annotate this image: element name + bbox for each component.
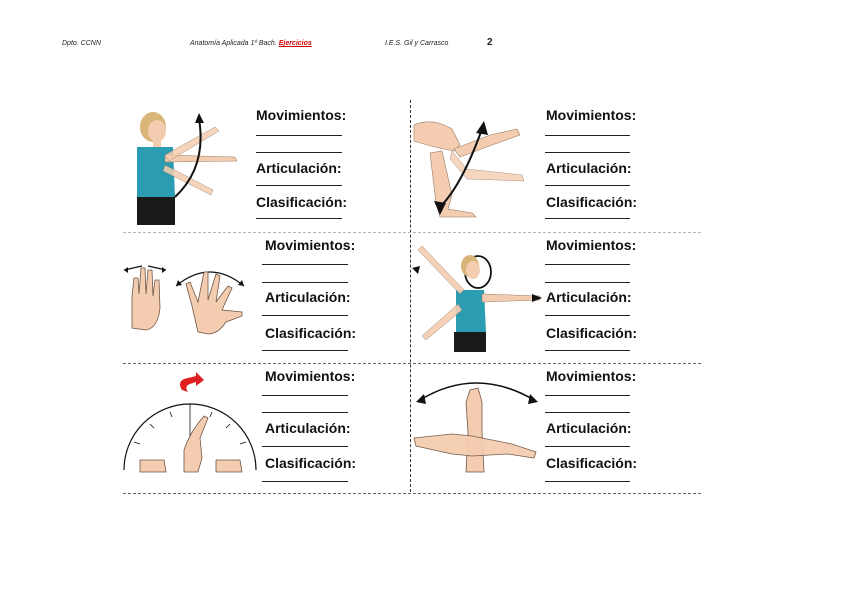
cell4-clasificacion-label: Clasificación:	[546, 325, 638, 341]
cell2-answer-line-1[interactable]	[545, 135, 630, 136]
shoulder-flexion-figure-icon	[125, 105, 250, 227]
cell2-movimientos-label: Movimientos:	[546, 107, 637, 123]
cell3-answer-line-2[interactable]	[262, 282, 348, 283]
cell6-answer-line-3[interactable]	[545, 446, 630, 447]
cell3-clasificacion-label: Clasificación:	[265, 325, 357, 341]
cell4-articulacion-label: Articulación:	[546, 289, 632, 305]
cell1-articulacion-label: Articulación:	[256, 160, 342, 176]
cell6-answer-line-4[interactable]	[545, 481, 630, 482]
page-number: 2	[487, 37, 493, 48]
cell5-answer-line-4[interactable]	[262, 481, 348, 482]
shoulder-abduction-figure-icon	[412, 240, 542, 355]
cell4-answer-line-2[interactable]	[545, 282, 630, 283]
cell3-answer-line-1[interactable]	[262, 264, 348, 265]
cell2-answer-line-3[interactable]	[545, 185, 630, 186]
cell1-answer-line-4[interactable]	[256, 218, 342, 219]
wrist-deviation-hand-icon	[412, 372, 542, 484]
cell6-clasificacion-label: Clasificación:	[546, 455, 638, 471]
cell2-articulacion-label: Articulación:	[546, 160, 632, 176]
cell3-answer-line-4[interactable]	[262, 350, 348, 351]
cell6-articulacion-label: Articulación:	[546, 420, 632, 436]
header-course: Anatomía Aplicada 1º Bach. Ejercicios	[190, 40, 312, 47]
cell4-answer-line-3[interactable]	[545, 315, 630, 316]
cell5-articulacion-label: Articulación:	[265, 420, 351, 436]
cell5-answer-line-1[interactable]	[262, 395, 348, 396]
cell6-answer-line-1[interactable]	[545, 395, 630, 396]
cell5-clasificacion-label: Clasificación:	[265, 455, 357, 471]
cell6-answer-line-2[interactable]	[545, 412, 630, 413]
cell1-movimientos-label: Movimientos:	[256, 107, 347, 123]
cell2-answer-line-2[interactable]	[545, 152, 630, 153]
cell1-clasificacion-label: Clasificación:	[256, 194, 348, 210]
header-department: Dpto. CCNN	[62, 40, 101, 47]
row-divider-1	[123, 232, 701, 233]
forearm-pronation-supination-icon	[120, 372, 260, 482]
cell5-answer-line-2[interactable]	[262, 412, 348, 413]
cell4-answer-line-4[interactable]	[545, 350, 630, 351]
cell2-answer-line-4[interactable]	[545, 218, 630, 219]
leg-hip-knee-figure-icon	[412, 105, 537, 227]
vertical-divider	[410, 100, 411, 492]
cell1-answer-line-3[interactable]	[256, 185, 342, 186]
header-school: I.E.S. Gil y Carrasco	[385, 40, 449, 47]
cell6-movimientos-label: Movimientos:	[546, 368, 637, 384]
cell5-movimientos-label: Movimientos:	[265, 368, 356, 384]
finger-abduction-hands-icon	[122, 256, 260, 336]
cell4-movimientos-label: Movimientos:	[546, 237, 637, 253]
row-divider-2	[123, 363, 701, 364]
cell3-movimientos-label: Movimientos:	[265, 237, 356, 253]
cell1-answer-line-1[interactable]	[256, 135, 342, 136]
cell3-answer-line-3[interactable]	[262, 315, 348, 316]
row-divider-3	[123, 493, 701, 494]
cell4-answer-line-1[interactable]	[545, 264, 630, 265]
cell5-answer-line-3[interactable]	[262, 446, 348, 447]
cell2-clasificacion-label: Clasificación:	[546, 194, 638, 210]
cell1-answer-line-2[interactable]	[256, 152, 342, 153]
cell3-articulacion-label: Articulación:	[265, 289, 351, 305]
header-course-highlight: Ejercicios	[278, 40, 312, 47]
